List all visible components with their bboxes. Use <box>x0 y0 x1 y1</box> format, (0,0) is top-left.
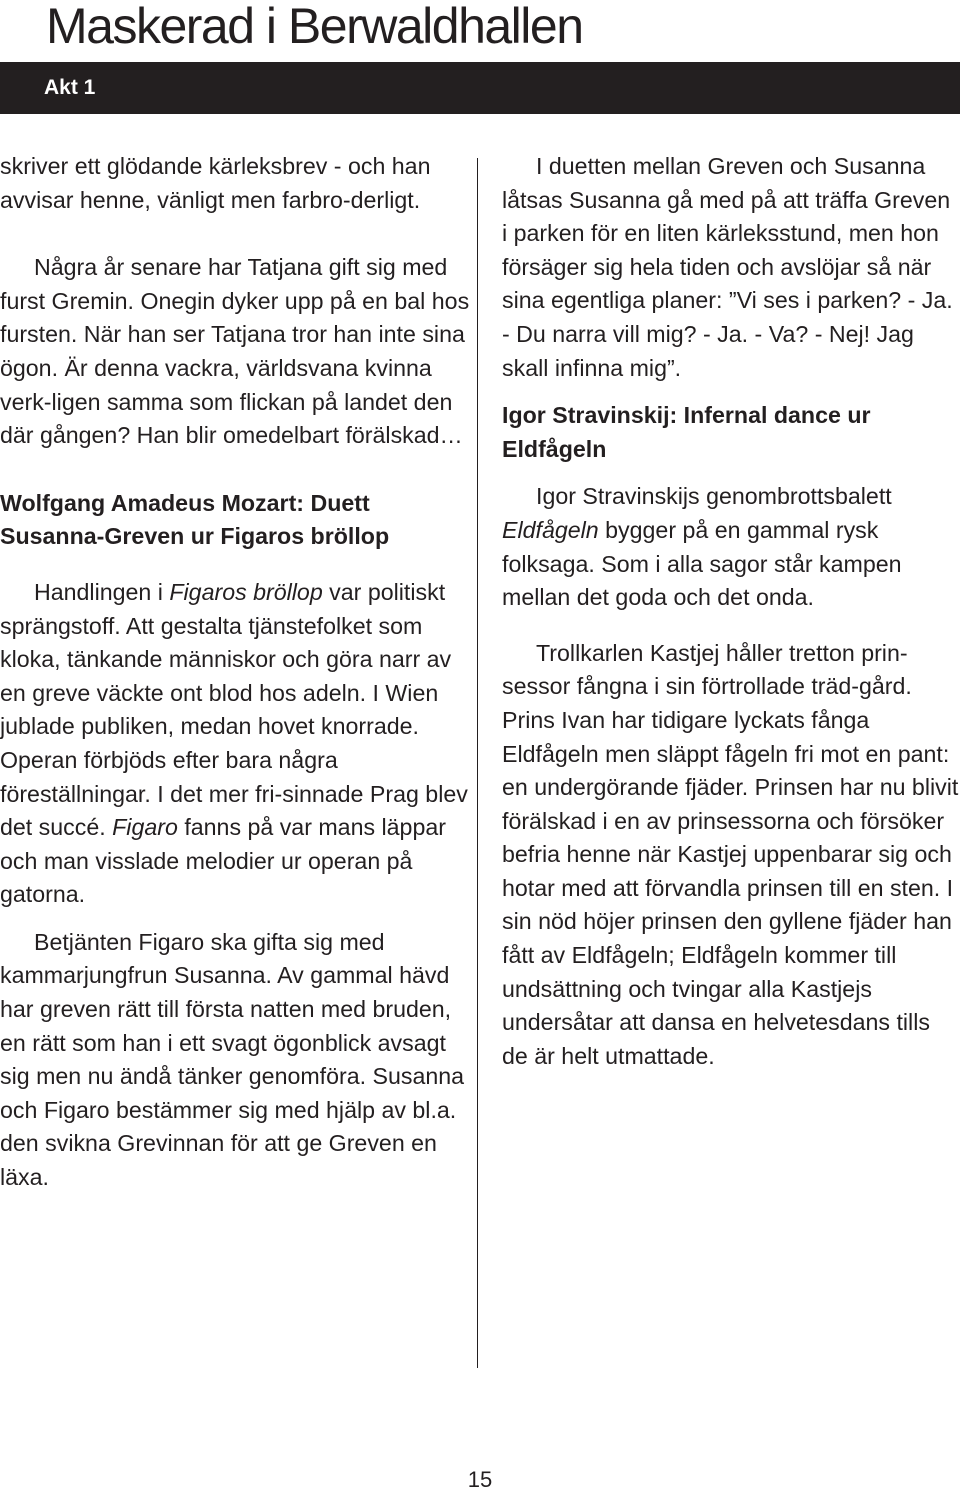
page-title: Maskerad i Berwaldhallen <box>46 0 583 54</box>
left-column <box>0 150 470 1195</box>
section-heading: Igor Stravinskij: Infernal dance ur Eldfågeln <box>502 402 871 462</box>
paragraph: Trollkarlen Kastjej håller tretton prin-sessor fångna i sin förtrollade träd-gård. Prins Ivan har tidigare lyckats fånga Eldfågeln men släppt fågeln fri mot en pant: en undergörande fjäder. Prinsen har nu blivit förälskad i en av prinsessorna och försöker befria henne när Kastjej uppenbarar sig och hotar med att förvandla prinsen till en sten. I sin nöd höjer prinsen den gyllene fjäder han fått av Eldfågeln; Eldfågeln kommer till undsättning och tvingar alla Kastjejs undersåtar att dansa en helvetesdans tills de är helt utmattade. <box>502 639 959 1069</box>
paragraph: Betjänten Figaro ska gifta sig med kammarjungfrun Susanna. Av gammal hävd har greven rätt till första natten med bruden, en rätt som han i ett svagt ögonblick avsagt sig men nu ändå tänker genomföra. Susanna och Figaro bestämmer sig med hjälp av bl.a. den svikna Grevinnan för att ge Greven en läxa. <box>0 928 465 1191</box>
page-number: 15 <box>467 1467 493 1492</box>
paragraph: Handlingen i Figaros bröllop var politiskt sprängstoff. Att gestalta tjänstefolket som kloka, tänkande människor och göra narr av en greve väckte ont blod hos adeln. I Wien jublade publiken, medan hovet knorrade. Operan förbjöds efter bara några föreställningar. I det mer fri-sinnade Prag blev det succé. Figaro fanns på var mans läppar och man visslade melodier ur operan på gatorna. <box>0 578 468 908</box>
act-label: Akt 1 <box>44 76 96 99</box>
right-column <box>502 150 960 1073</box>
act-header-bar <box>0 62 960 114</box>
paragraph: Igor Stravinskijs genombrottsbalett Eldfågeln bygger på en gammal rysk folksaga. Som i alla sagor står kampen mellan det goda och det onda. <box>502 483 902 611</box>
column-divider <box>477 158 478 1368</box>
paragraph: I duetten mellan Greven och Susanna låtsas Susanna gå med på att träffa Greven i parken för en liten kärleksstund, men hon försäger sig hela tiden och avslöjar så när sina egentliga planer: ”Vi ses i parken? - Ja. - Du narra vill mig? - Ja. - Va? - Nej! Jag skall infinna mig”. <box>502 153 953 381</box>
paragraph: skriver ett glödande kärleksbrev - och han avvisar henne, vänligt men farbro-derligt. <box>0 153 431 213</box>
paragraph: Några år senare har Tatjana gift sig med furst Gremin. Onegin dyker upp på en bal hos fursten. När han ser Tatjana tror han inte sina ögon. Är denna vackra, världsvana kvinna verk-ligen samma som flickan på landet den där gången? Han blir omedelbart förälskad… <box>0 254 470 449</box>
section-heading: Wolfgang Amadeus Mozart: Duett Susanna-Greven ur Figaros bröllop <box>0 489 390 550</box>
